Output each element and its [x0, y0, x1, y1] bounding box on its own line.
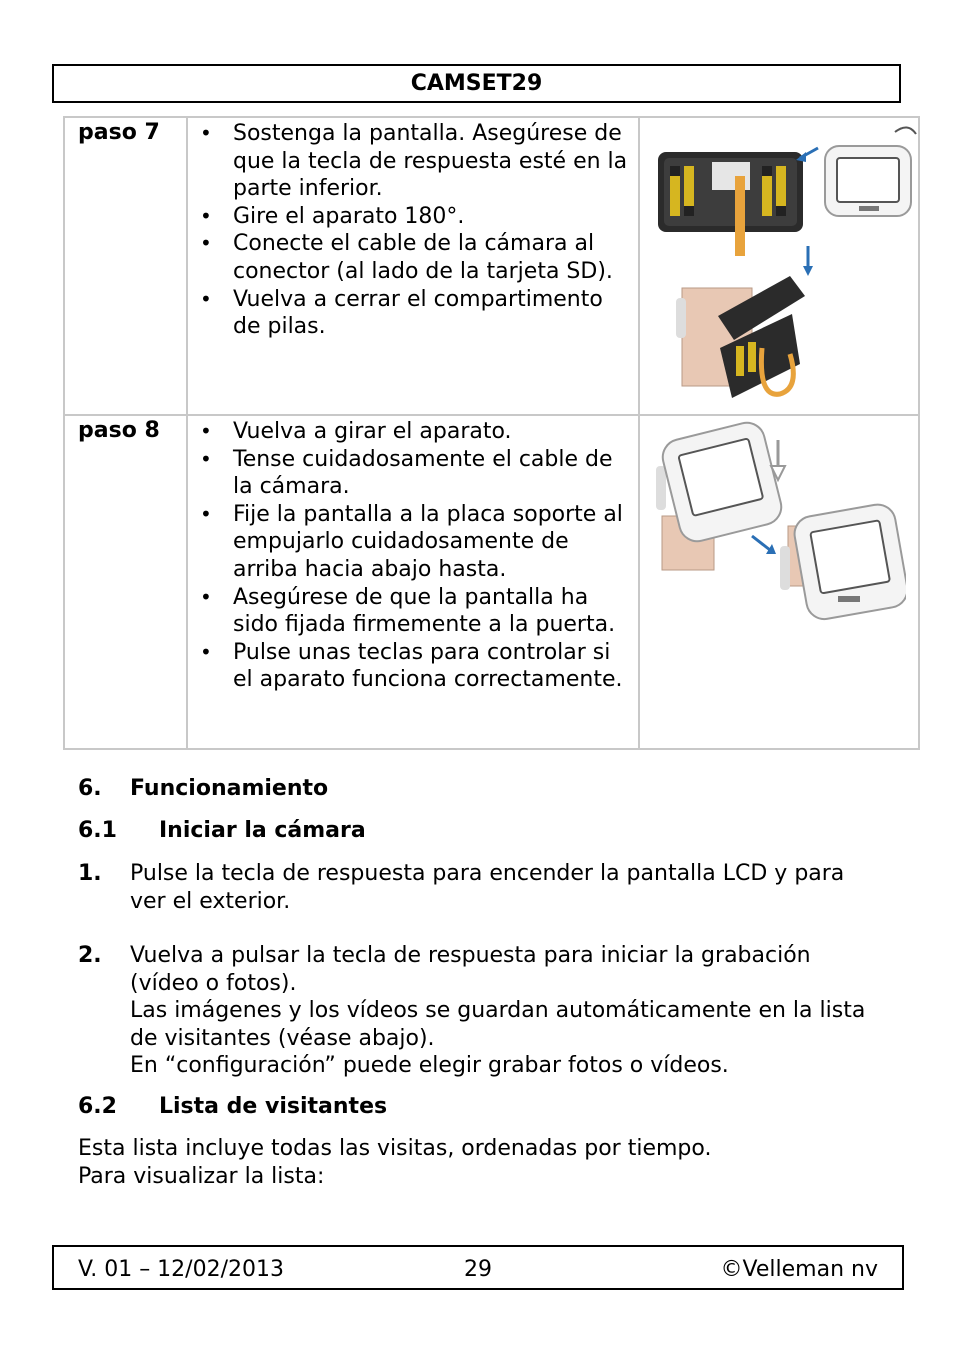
page-footer: [52, 1245, 904, 1290]
page-header: [52, 64, 901, 103]
list-item: • Fije la pantalla a la placa soporte al empujarlo cuidadosamente de arriba hacia abajo hasta.: [200, 501, 628, 584]
footer-page-number: 29: [464, 1257, 492, 1282]
section-6-2-heading: 6.2 Lista de visitantes: [78, 1094, 388, 1119]
list-item: • Pulse unas teclas para controlar si el aparato funciona correctamente.: [200, 639, 628, 694]
step-row-8: [64, 415, 919, 749]
list-item: • Vuelva a girar el aparato.: [200, 418, 628, 446]
step-label-8: paso 8: [64, 415, 187, 749]
list-item: • Tense cuidadosamente el cable de la cámara.: [200, 446, 628, 501]
list-item: • Vuelva a cerrar el compartimento de pilas.: [200, 286, 628, 341]
list-item: • Sostenga la pantalla. Asegúrese de que la tecla de respuesta esté en la parte inferior.: [200, 120, 628, 203]
list-item: • Gire el aparato 180°.: [200, 203, 628, 231]
installation-steps-table: [63, 116, 920, 750]
numbered-item-2: 2. Vuelva a pulsar la tecla de respuesta para iniciar la grabación (vídeo o fotos). Las imágenes y los vídeos se guardan automáticamente en la lista de visitantes (véase abajo). En “configuración” puede elegir grabar fotos o vídeos.: [78, 943, 866, 1079]
connect-camera-cable-illustration: [640, 118, 918, 410]
header-title: CAMSET29: [410, 71, 543, 96]
list-item: • Conecte el cable de la cámara al conector (al lado de la tarjeta SD).: [200, 230, 628, 285]
section-6-heading: 6. Funcionamiento: [78, 776, 329, 801]
footer-version: V. 01 – 12/02/2013: [78, 1257, 284, 1282]
numbered-item-1: 1. Pulse la tecla de respuesta para encender la pantalla LCD y para ver el exterior.: [78, 861, 845, 914]
step-7-bullets: [200, 120, 628, 341]
mount-display-illustration: [640, 416, 906, 626]
footer-copyright: ©Velleman nv: [720, 1257, 878, 1282]
list-item: • Asegúrese de que la pantalla ha sido fijada firmemente a la puerta.: [200, 584, 628, 639]
step-7-illustration: [639, 117, 919, 415]
step-label-7: paso 7: [64, 117, 187, 415]
section-6-1-heading: 6.1 Iniciar la cámara: [78, 818, 366, 843]
step-8-illustration: [639, 415, 919, 749]
step-8-bullets: [200, 418, 628, 694]
section-6-2-text: Esta lista incluye todas las visitas, ordenadas por tiempo. Para visualizar la lista:: [78, 1136, 712, 1189]
step-row-7: [64, 117, 919, 415]
